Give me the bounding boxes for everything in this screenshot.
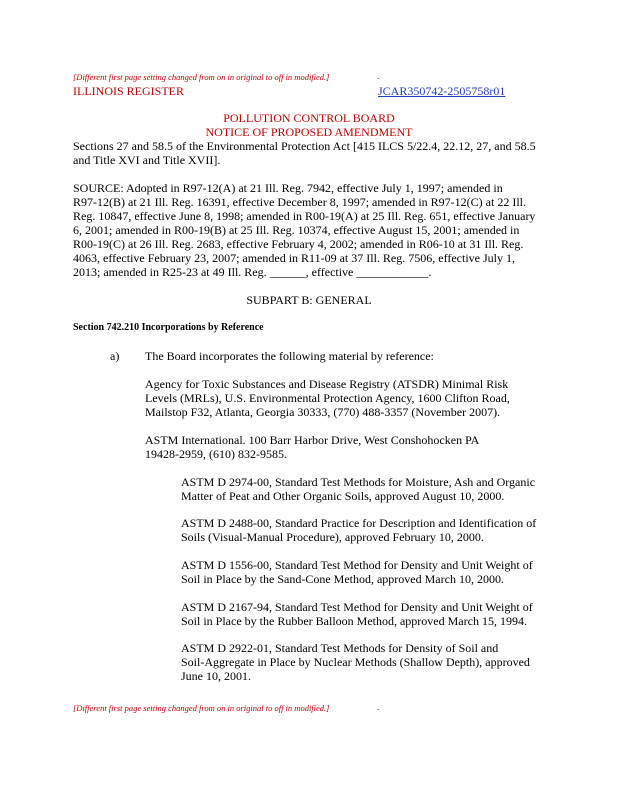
reference-line: ASTM D 1556-00, Standard Test Method for Density and Unit Weight of	[181, 558, 533, 572]
jcar-link[interactable]: JCAR350742-2505758r01	[378, 84, 506, 98]
reference-line: ASTM D 2167-94, Standard Test Method for Density and Unit Weight of	[181, 600, 533, 614]
note-dot-bottom: .	[377, 702, 380, 712]
source-line: R00-19(C) at 26 Ill. Reg. 2683, effective February 4, 2002; amended in R06-10 at 31 Ill. Reg.	[73, 237, 524, 251]
reference-astm-d2488	[181, 516, 536, 544]
source-paragraph	[73, 181, 535, 279]
source-line: R97-12(B) at 21 Ill. Reg. 16391, effective December 8, 1997; amended in R97-12(C) at 22 Ill.	[73, 195, 526, 209]
tracked-change-note-top: [Different first page setting changed from on in original to off in modified.]	[73, 72, 330, 82]
item-a-text	[145, 349, 434, 363]
authority-line: and Title XVI and Title XVII].	[73, 153, 221, 167]
reference-line: Soil-Aggregate in Place by Nuclear Methods (Shallow Depth), approved	[181, 655, 530, 669]
source-line: SOURCE: Adopted in R97-12(A) at 21 Ill. Reg. 7942, effective July 1, 1997; amended in	[73, 181, 503, 195]
item-a-line: The Board incorporates the following material by reference:	[145, 349, 434, 363]
register-header: ILLINOIS REGISTER	[73, 84, 184, 98]
reference-astm-d2167	[181, 600, 533, 628]
tracked-change-note-bottom: [Different first page setting changed from on in original to off in modified.]	[73, 703, 330, 713]
reference-astm-d2974	[181, 475, 535, 503]
note-dot-top: .	[377, 71, 380, 81]
reference-line: Soils (Visual-Manual Procedure), approved February 10, 2000.	[181, 530, 484, 544]
reference-line: 19428-2959, (610) 832-9585.	[145, 447, 287, 461]
board-title: POLLUTION CONTROL BOARD	[223, 111, 395, 125]
section-heading: Section 742.210 Incorporations by Reference	[73, 322, 264, 333]
reference-line: ASTM International. 100 Barr Harbor Drive, West Conshohocken PA	[145, 433, 480, 447]
item-a-label: a)	[110, 349, 120, 363]
source-line: 2013; amended in R25-23 at 49 Ill. Reg. ______, effective ____________.	[73, 265, 432, 279]
reference-astm-d2922	[181, 641, 530, 683]
notice-title: NOTICE OF PROPOSED AMENDMENT	[205, 125, 413, 139]
source-line: Reg. 10847, effective June 8, 1998; amended in R00-19(A) at 25 Ill. Reg. 651, effective January	[73, 209, 536, 223]
reference-line: Matter of Peat and Other Organic Soils, approved August 10, 2000.	[181, 489, 505, 503]
authority-paragraph	[73, 139, 536, 167]
reference-line: ASTM D 2488-00, Standard Practice for Description and Identification of	[181, 516, 537, 530]
reference-line: Soil in Place by the Rubber Balloon Method, approved March 15, 1994.	[181, 614, 527, 628]
reference-line: ASTM D 2974-00, Standard Test Methods for Moisture, Ash and Organic	[181, 475, 536, 489]
reference-line: Mailstop F32, Atlanta, Georgia 30333, (770) 488-3357 (November 2007).	[145, 405, 501, 419]
reference-line: ASTM D 2922-01, Standard Test Methods for Density of Soil and	[181, 641, 499, 655]
reference-line: Levels (MRLs), U.S. Environmental Protection Agency, 1600 Clifton Road,	[145, 391, 510, 405]
reference-line: June 10, 2001.	[181, 669, 251, 683]
subpart-heading: SUBPART B: GENERAL	[246, 293, 372, 307]
reference-atsdr	[145, 377, 510, 419]
reference-astm-international	[145, 433, 479, 461]
reference-line: Soil in Place by the Sand-Cone Method, approved March 10, 2000.	[181, 572, 504, 586]
authority-line: Sections 27 and 58.5 of the Environmental Protection Act [415 ILCS 5/22.4, 22.12, 27, and 58.5	[73, 139, 536, 153]
source-line: 4063, effective February 23, 2007; amended in R11-09 at 37 Ill. Reg. 7506, effective July 1,	[73, 251, 516, 265]
reference-line: Agency for Toxic Substances and Disease Registry (ATSDR) Minimal Risk	[145, 377, 509, 391]
source-line: 6, 2001; amended in R00-19(B) at 25 Ill. Reg. 10374, effective August 15, 2001; amended in	[73, 223, 520, 237]
reference-astm-d1556	[181, 558, 533, 586]
